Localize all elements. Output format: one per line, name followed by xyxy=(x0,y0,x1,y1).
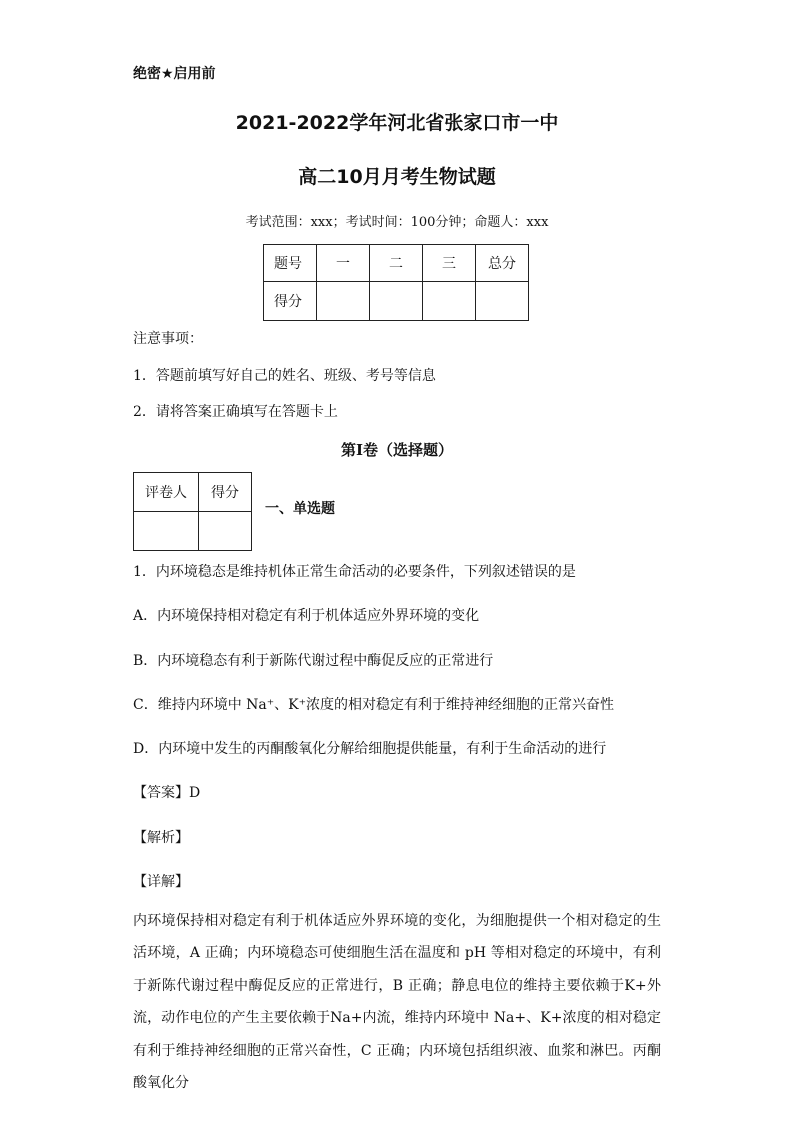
grader-header-cell: 得分 xyxy=(199,473,252,512)
note-item: 1．答题前填写好自己的姓名、班级、考号等信息 xyxy=(133,368,436,384)
score-header-cell: 二 xyxy=(370,245,423,282)
grader-table-blank-row xyxy=(134,512,252,551)
option-b: B．内环境稳态有利于新陈代谢过程中酶促反应的正常进行 xyxy=(133,653,494,669)
score-table xyxy=(263,244,529,321)
grader-table-header-row xyxy=(134,473,252,512)
question-type-heading: 一、单选题 xyxy=(265,501,335,517)
grader-header-cell: 评卷人 xyxy=(134,473,199,512)
note-item: 2．请将答案正确填写在答题卡上 xyxy=(133,404,338,420)
score-cell[interactable] xyxy=(476,282,529,321)
option-d: D．内环境中发生的丙酮酸氧化分解给细胞提供能量，有利于生命活动的进行 xyxy=(133,741,607,757)
question-stem: 1．内环境稳态是维持机体正常生命活动的必要条件，下列叙述错误的是 xyxy=(133,564,576,580)
score-table-score-row xyxy=(264,282,529,321)
grader-cell[interactable] xyxy=(199,512,252,551)
answer-label: 【答案】D xyxy=(133,785,201,801)
exam-info: 考试范围：xxx；考试时间：100分钟；命题人：xxx xyxy=(245,215,549,230)
score-table-header-row xyxy=(264,245,529,282)
grader-table xyxy=(133,472,252,551)
score-header-cell: 三 xyxy=(423,245,476,282)
explanation-paragraph: 内环境保持相对稳定有利于机体适应外界环境的变化，为细胞提供一个相对稳定的生活环境，A 正确；内环境稳态可使细胞生活在温度和 pH 等相对稳定的环境中，有利于新陈代谢过程中酶促反应的正常进行，B 正确；静息电位的维持主要依赖于K+外流，动作电位的产生主要依赖于Na+内流，维持内环境中 Na+、K+浓度的相对稳定有利于维持神经细胞的正常兴奋性，C 正确；内环境包括组织液、血浆和淋巴。丙酮酸氧化分 xyxy=(133,913,661,1092)
score-header-cell: 题号 xyxy=(264,245,317,282)
analysis-label: 【解析】 xyxy=(133,830,189,846)
exam-title-line1: 2021-2022学年河北省张家口市一中 xyxy=(235,112,559,134)
confidential-label: 绝密★启用前 xyxy=(133,66,216,82)
score-cell[interactable] xyxy=(370,282,423,321)
score-row-label: 得分 xyxy=(264,282,317,321)
score-header-cell: 一 xyxy=(317,245,370,282)
option-c: C．维持内环境中 Na⁺、K⁺浓度的相对稳定有利于维持神经细胞的正常兴奋性 xyxy=(133,697,614,713)
notes-title: 注意事项： xyxy=(133,331,203,347)
section-title: 第I卷（选择题） xyxy=(340,441,454,459)
grader-cell[interactable] xyxy=(134,512,199,551)
score-cell[interactable] xyxy=(317,282,370,321)
score-cell[interactable] xyxy=(423,282,476,321)
exam-title-line2: 高二10月月考生物试题 xyxy=(298,166,496,188)
option-a: A．内环境保持相对稳定有利于机体适应外界环境的变化 xyxy=(133,608,480,624)
score-header-cell: 总分 xyxy=(476,245,529,282)
detail-label: 【详解】 xyxy=(133,874,189,890)
